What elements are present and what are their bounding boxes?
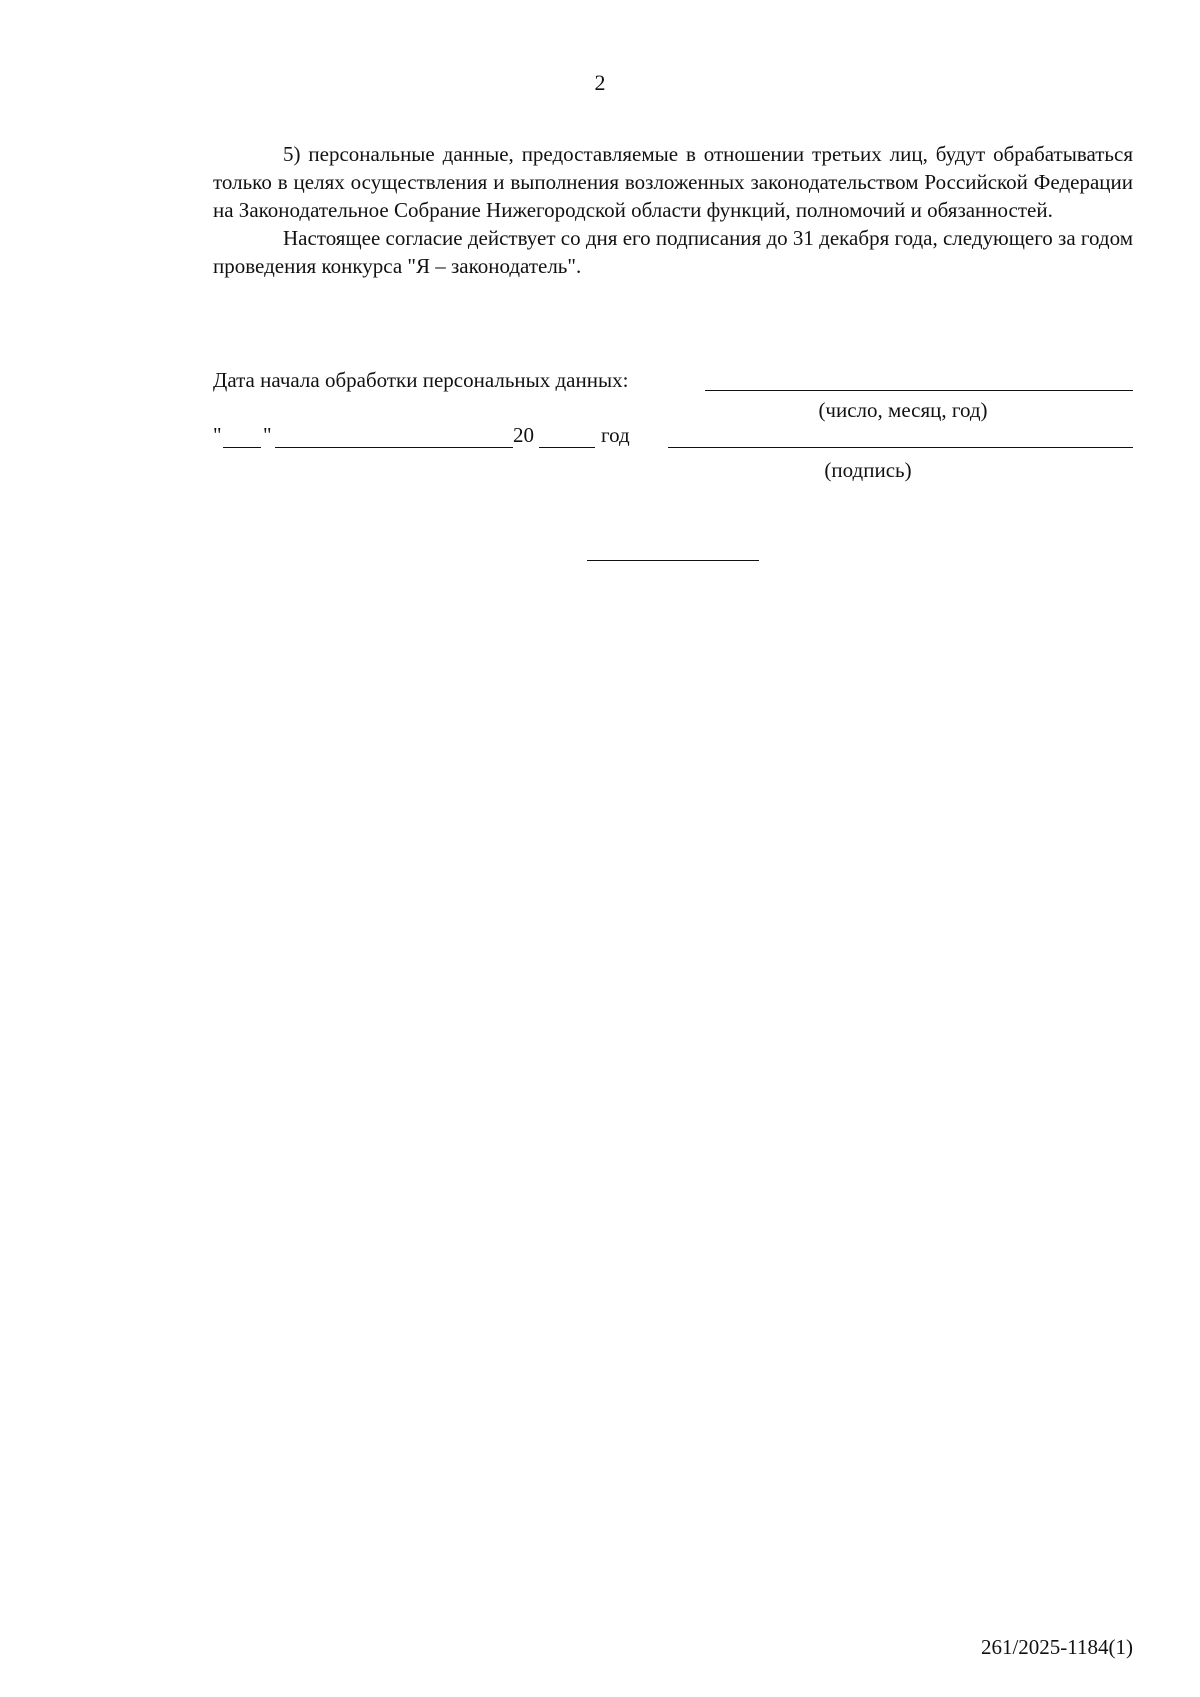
- year-field-line[interactable]: [539, 447, 595, 448]
- start-date-field-line[interactable]: [705, 390, 1133, 391]
- day-field-line[interactable]: [223, 447, 261, 448]
- signature-field-line[interactable]: [668, 447, 1133, 448]
- start-date-caption: (число, месяц, год): [818, 398, 988, 422]
- quote-close: ": [263, 423, 272, 447]
- paragraph-consent-validity: Настоящее согласие действует со дня его подписания до 31 декабря года, следующего за годом проведения конкурса "Я – законодатель".: [213, 226, 1133, 278]
- document-code: 261/2025-1184(1): [980, 1635, 1133, 1659]
- end-of-document-rule: [587, 560, 759, 561]
- month-field-line[interactable]: [275, 447, 513, 448]
- document-body: [213, 140, 1133, 280]
- century-prefix: 20: [513, 423, 534, 447]
- quote-open: ": [213, 423, 222, 447]
- page-number: 2: [594, 70, 606, 95]
- paragraph-personal-data: 5) персональные данные, предоставляемые в отношении третьих лиц, будут обрабатываться только в целях осуществления и выполнения возложенных законодательством Российской Федерации на Законодательное Собрание Нижегородской области функций, полномочий и обязанностей.: [213, 142, 1133, 222]
- start-date-label: Дата начала обработки персональных данных:: [213, 368, 629, 392]
- signature-caption: (подпись): [824, 458, 912, 482]
- year-word: год: [601, 423, 630, 447]
